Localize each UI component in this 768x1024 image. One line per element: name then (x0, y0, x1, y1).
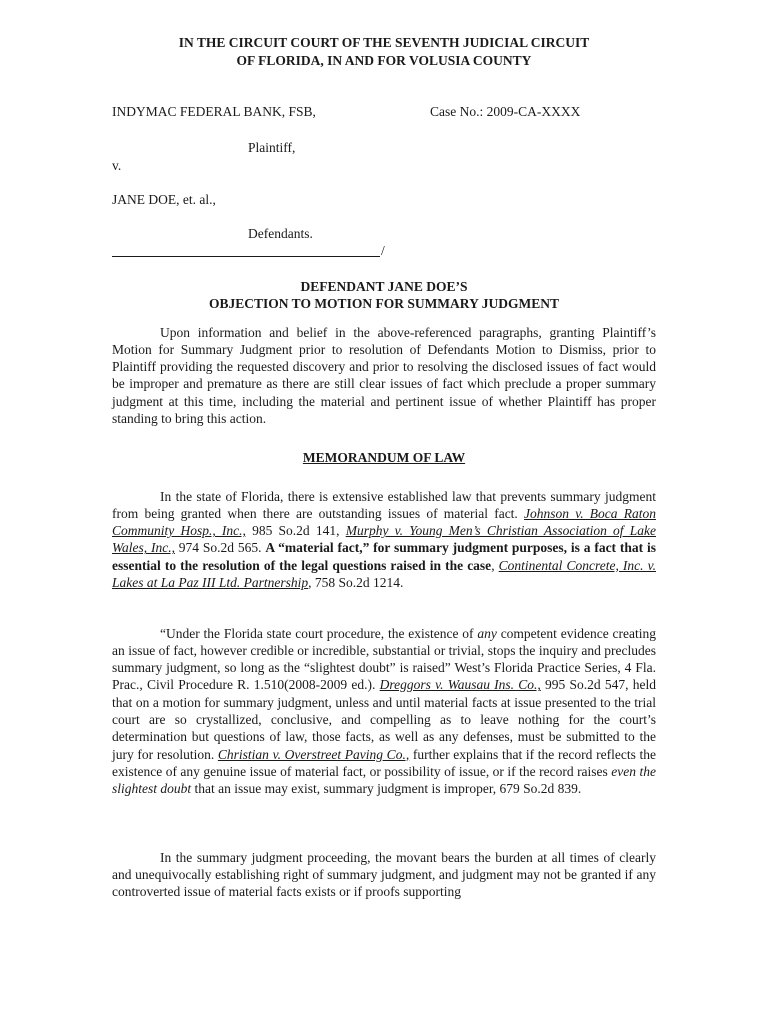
versus-label: v. (112, 158, 122, 173)
emphasis-any: any (477, 625, 497, 641)
caption-rule-end: / (381, 243, 385, 258)
plaintiff-name: INDYMAC FEDERAL BANK, FSB, (112, 104, 316, 119)
memorandum-paragraph-3: In the summary judgment proceeding, the movant bears the burden at all times of clearly and unequivocally establishing right of summary judgment, and judgment may not be granted if any controverted issue of material facts exists or if proofs supporting (112, 849, 656, 900)
paragraph-text: 974 So.2d 565. (174, 540, 266, 556)
memorandum-paragraph-2 (112, 625, 656, 798)
case-citation-christian: Christian v. Overstreet Paving Co., (217, 746, 410, 762)
paragraph-text: further explains that if the record reflects the existence of any genuine issue of material fact, or possibility of issue, or if the record raises (112, 746, 656, 779)
paragraph-text: , (491, 557, 499, 573)
material-fact-definition: A “material fact,” for summary judgment purposes, is a fact that is essential to the resolution of the legal questions raised in the case (112, 540, 656, 573)
memorandum-paragraph-1 (112, 488, 656, 592)
document-title-line-1: DEFENDANT JANE DOE’S (300, 279, 468, 294)
memorandum-heading: MEMORANDUM OF LAW (302, 450, 466, 465)
intro-paragraph: Upon information and belief in the above-referenced paragraphs, granting Plaintiff’s Motion for Summary Judgment prior to resolution of Defendants Motion to Dismiss, prior to Plaintiff providing the requested discovery and prior to resolving the disclosed issues of fact would be improper and premature as there are still clear issues of fact which preclude a proper summary judgment at this time, including the material and pertinent issue of whether Plaintiff has proper standing to bring this action. (112, 324, 656, 426)
court-title-line-1: IN THE CIRCUIT COURT OF THE SEVENTH JUDICIAL CIRCUIT (178, 35, 590, 50)
case-citation-murphy: Murphy v. Young Men’s Christian Association of Lake Wales, Inc., (112, 523, 656, 556)
paragraph-text: competent evidence creating an issue of fact, however credible or incredible, substantial or trivial, stops the inquiry and precludes summary judgment, so long as the “slightest doubt” is raised” West’s Florida Practice Series, 4 Fla. Prac., Civil Procedure R. 1.510(2008-2009 ed.). (112, 625, 657, 693)
case-number: Case No.: 2009-CA-XXXX (430, 104, 581, 119)
plaintiff-label: Plaintiff, (248, 140, 296, 155)
paragraph-text: In the state of Florida, there is extensive established law that prevents summary judgment from being granted when there are outstanding issues of material fact. (112, 488, 656, 521)
document-title-line-2: OBJECTION TO MOTION FOR SUMMARY JUDGMENT (209, 296, 559, 311)
case-citation-continental: Continental Concrete, Inc. v. Lakes at La Paz III Ltd. Partnership (112, 557, 656, 590)
paragraph-text: 995 So.2d 547, held that on a motion for summary judgment, unless and until material facts at issue presented to the trial court are so crystallized, conclusive, and compelling as to leave nothing for the court’s determination but questions of law, those facts, as well as any defenses, must be submitted to the jury for resolution. (112, 677, 656, 762)
defendant-name: JANE DOE, et. al., (112, 192, 216, 207)
emphasis-slightest-doubt: even the slightest doubt (112, 763, 656, 797)
case-citation-dreggors: Dreggors v. Wausau Ins. Co., (379, 677, 541, 693)
court-title-line-2: OF FLORIDA, IN AND FOR VOLUSIA COUNTY (236, 53, 532, 68)
caption-rule (112, 256, 380, 257)
paragraph-text: , 758 So.2d 1214. (308, 574, 404, 590)
paragraph-text: 985 So.2d 141, (245, 523, 346, 539)
paragraph-text: that an issue may exist, summary judgment is improper, 679 So.2d 839. (191, 781, 582, 797)
paragraph-text: “Under the Florida state court procedure, the existence of (160, 625, 478, 641)
defendants-label: Defendants. (248, 226, 313, 241)
case-citation-johnson: Johnson v. Boca Raton Community Hosp., Inc., (112, 505, 656, 539)
